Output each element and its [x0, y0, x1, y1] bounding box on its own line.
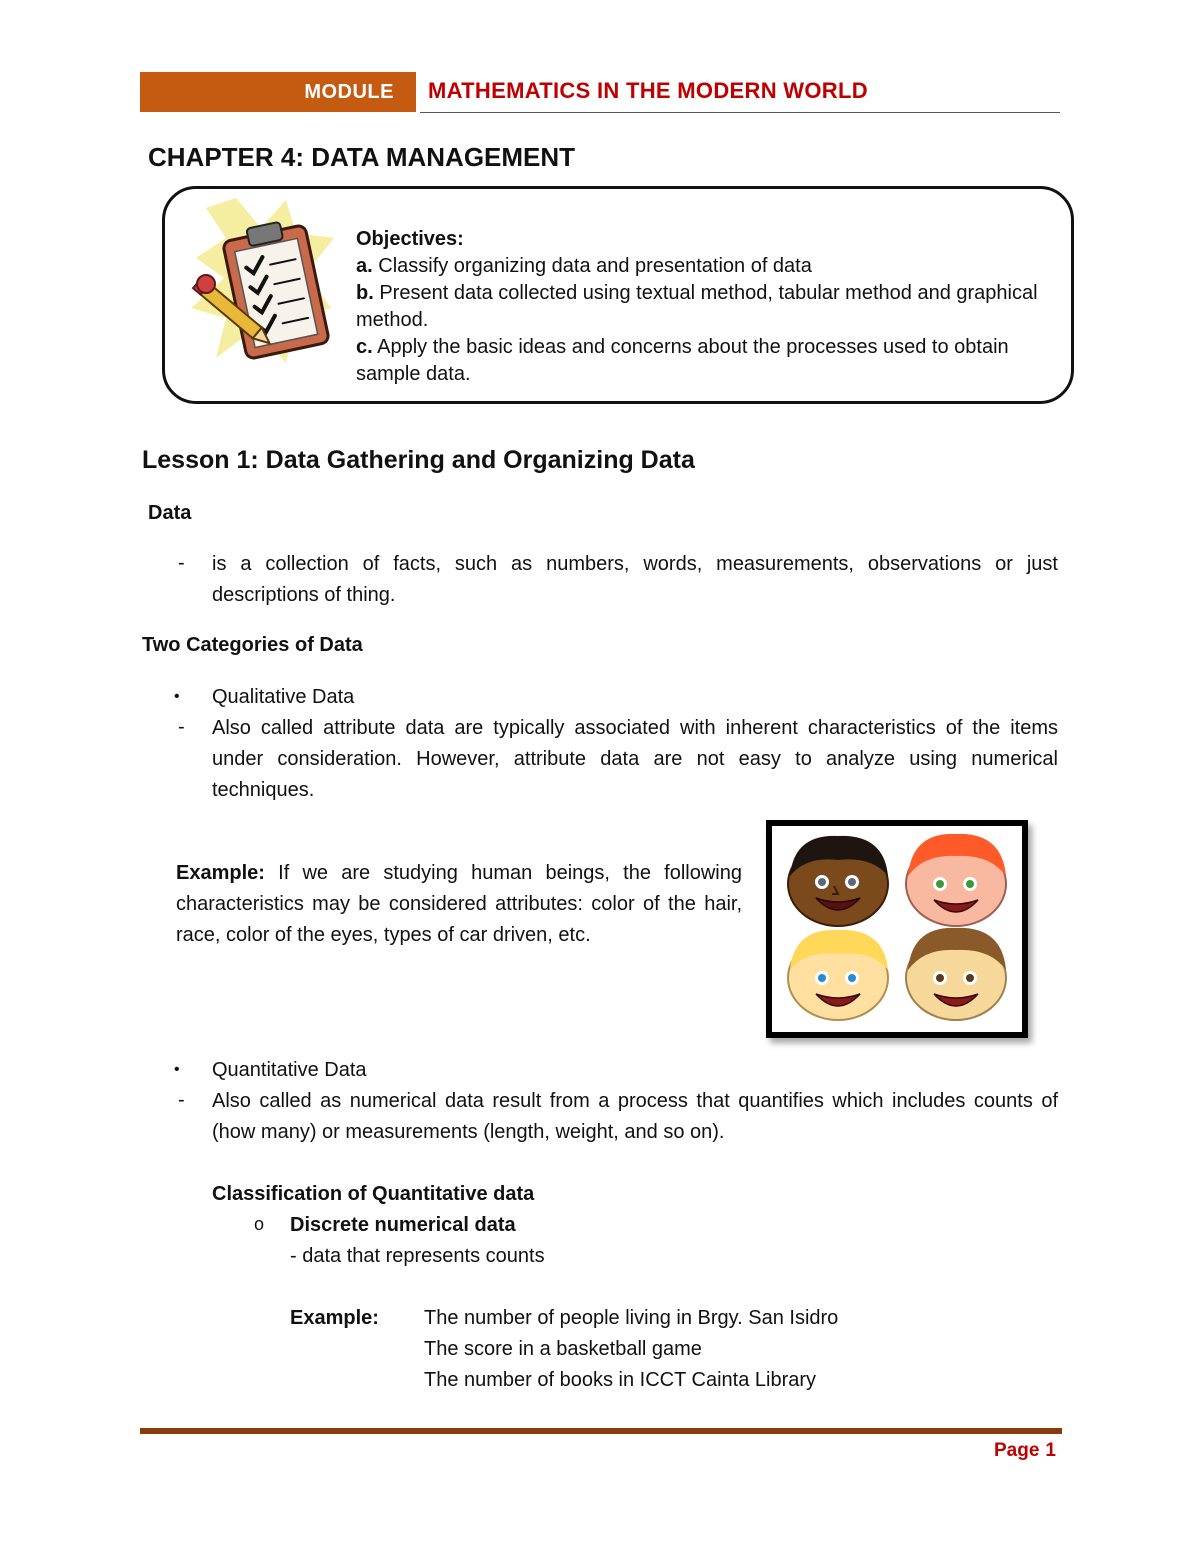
page-number: Page 1 — [994, 1440, 1056, 1461]
data-heading: Data — [148, 502, 192, 524]
discrete-description: - data that represents counts — [290, 1245, 545, 1267]
dash-marker: - — [178, 1089, 185, 1111]
qualitative-example: Example: If we are studying human beings, the following characteristics may be considered attributes: color of the hair, race, color of the eyes, types of car driven, etc. — [176, 862, 742, 946]
discrete-title: Discrete numerical data — [290, 1214, 516, 1236]
bullet-marker: • — [174, 688, 180, 705]
dash-marker: - — [178, 716, 185, 738]
dash-marker: - — [178, 552, 185, 574]
objective-item-a: a. Classify organizing data and presentation of data — [356, 255, 812, 277]
qualitative-description: Also called attribute data are typically associated with inherent characteristics of the items under consideration. However, attribute data are not easy to analyze using numerical techniques. — [212, 717, 1058, 801]
faces-illustration — [772, 826, 1022, 1032]
categories-heading: Two Categories of Data — [142, 634, 363, 656]
cartoon-faces-image — [766, 820, 1028, 1038]
quantitative-title: Quantitative Data — [212, 1059, 367, 1081]
objective-item-b: b. Present data collected using textual method, tabular method and graphical method. — [356, 282, 1038, 331]
classification-heading: Classification of Quantitative data — [212, 1183, 535, 1205]
objectives-heading: Objectives: — [356, 228, 464, 250]
header-divider — [420, 112, 1060, 113]
discrete-example-label: Example: — [290, 1307, 379, 1329]
objective-item-c: c. Apply the basic ideas and concerns about the processes used to obtain sample data. — [356, 336, 1009, 385]
example-item: The score in a basketball game — [424, 1338, 702, 1360]
course-title: MATHEMATICS IN THE MODERN WORLD — [428, 78, 868, 103]
sub-bullet-marker: o — [254, 1214, 265, 1234]
example-item: The number of people living in Brgy. San Isidro — [424, 1307, 839, 1329]
footer-divider — [140, 1428, 1062, 1434]
quantitative-description: Also called as numerical data result from a process that quantifies which includes counts of (how many) or measurements (length, weight, and so on). — [212, 1090, 1058, 1143]
bullet-marker: • — [174, 1061, 180, 1078]
example-item: The number of books in ICCT Cainta Library — [424, 1369, 817, 1391]
data-definition: is a collection of facts, such as numbers, words, measurements, observations or just descriptions of thing. — [212, 553, 1058, 606]
chapter-title: CHAPTER 4: DATA MANAGEMENT — [148, 142, 576, 172]
qualitative-title: Qualitative Data — [212, 686, 355, 708]
objectives-list — [356, 226, 1062, 388]
clipboard-checklist-icon — [186, 198, 336, 368]
module-label: MODULE — [140, 72, 416, 112]
lesson-title: Lesson 1: Data Gathering and Organizing Data — [142, 446, 695, 474]
